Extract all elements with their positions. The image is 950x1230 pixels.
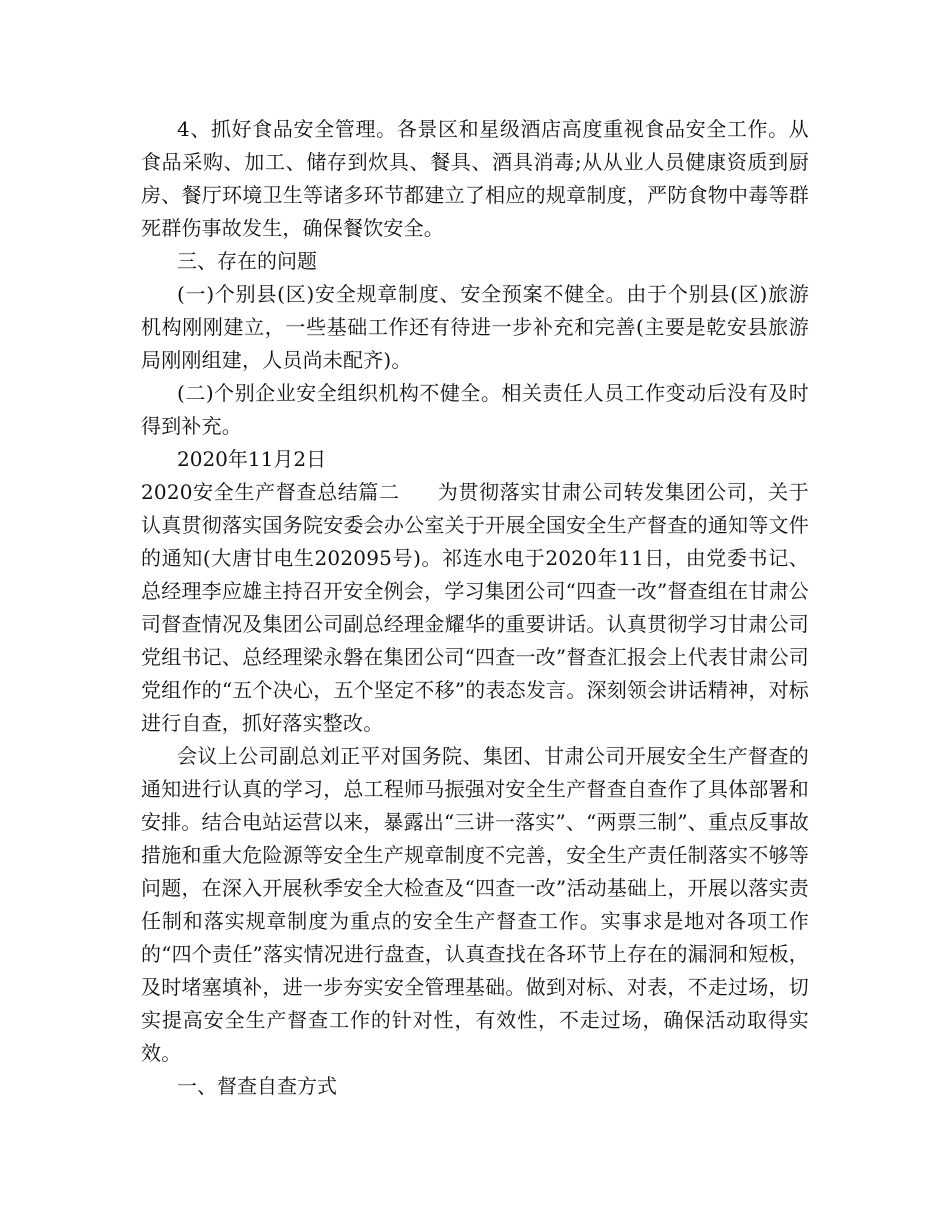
paragraph-food-safety: 4、抓好食品安全管理。各景区和星级酒店高度重视食品安全工作。从食品采购、加工、储存到炊具、餐具、酒具消毒;从从业人员健康资质到厨房、餐厅环境卫生等诸多环节都建立了相应的规章制度，严防食物中毒等群死群伤事故发生，确保餐饮安全。: [141, 117, 809, 240]
section-heading-inspection-method: 一、督查自查方式: [177, 1074, 337, 1098]
paragraph-meeting: 会议上公司副总刘正平对国务院、集团、甘肃公司开展安全生产督查的通知进行认真的学习，总工程师马振强对安全生产督查自查作了具体部署和安排。结合电站运营以来，暴露出“三讲一落实”、“两票三制”、重点反事故措施和重大危险源等安全生产规章制度不完善，安全生产责任制落实不够等问题，在深入开展秋季安全大检查及“四查一改”活动基础上，开展以落实责任制和落实规章制度为重点的安全生产督查工作。实事求是地对各项工作的“四个责任”落实情况进行盘查，认真查找在各环节上存在的漏洞和短板，及时堵塞填补，进一步夯实安全管理基础。做到对标、对表，不走过场，切实提高安全生产督查工作的针对性，有效性，不走过场，确保活动取得实效。: [141, 744, 809, 1065]
document-date: 2020年11月2日: [177, 447, 327, 471]
article-title: 2020安全生产督查总结篇二: [141, 480, 400, 504]
paragraph-summary-part-two: [141, 476, 809, 740]
section-heading-existing-problems: 三、存在的问题: [177, 249, 317, 273]
paragraph-intro-text: 为贯彻落实甘肃公司转发集团公司，关于认真贯彻落实国务院安委会办公室关于开展全国安全生产督查的通知等文件的通知(大唐甘电生202095号)。祁连水电于2020年11日，由党委书记、总经理李应雄主持召开安全例会，学习集团公司“四查一改”督查组在甘肃公司督查情况及集团公司副总经理金耀华的重要讲话。认真贯彻学习甘肃公司党组书记、总经理梁永磐在集团公司“四查一改”督查汇报会上代表甘肃公司党组作的“五个决心，五个坚定不移”的表态发言。深刻领会讲话精神，对标进行自查，抓好落实整改。: [141, 480, 809, 735]
paragraph-problem-one: (一)个别县(区)安全规章制度、安全预案不健全。由于个别县(区)旅游机构刚刚建立，一些基础工作还有待进一步补充和完善(主要是乾安县旅游局刚刚组建，人员尚未配齐)。: [141, 282, 809, 372]
paragraph-problem-two: (二)个别企业安全组织机构不健全。相关责任人员工作变动后没有及时得到补充。: [141, 381, 809, 438]
document-body: [141, 113, 809, 1103]
